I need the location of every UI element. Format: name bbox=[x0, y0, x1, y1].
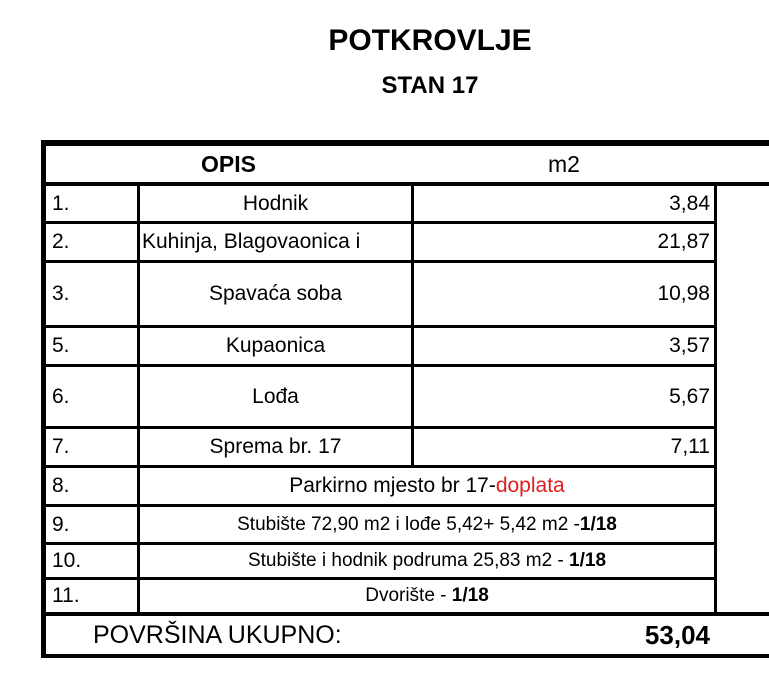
row-description: Spavaća soba bbox=[208, 282, 343, 305]
row-number: 3. bbox=[52, 282, 70, 305]
row-area: 3,57 bbox=[669, 334, 710, 357]
row-description: Kuhinja, Blagovaonica i bbox=[142, 230, 361, 253]
row-description: Hodnik bbox=[242, 191, 309, 215]
total-area: 53,04 bbox=[644, 619, 710, 650]
row-area: 3,84 bbox=[669, 191, 710, 215]
row-description: Kupaonica bbox=[225, 334, 326, 357]
row-number: 7. bbox=[52, 435, 70, 458]
basement-share: Stubište i hodnik podruma 25,83 m2 - 1/18 bbox=[247, 550, 607, 571]
table-border-bottom bbox=[41, 654, 769, 658]
row-number: 5. bbox=[52, 334, 70, 357]
row-description: Lođa bbox=[252, 384, 299, 408]
parking-description: Parkirno mjesto br 17- doplata bbox=[289, 474, 565, 497]
total-label: POVRŠINA UKUPNO: bbox=[93, 620, 342, 649]
staircase-share: Stubište 72,90 m2 i lođe 5,42+ 5,42 m2 - 1/18 bbox=[237, 513, 617, 535]
row-number: 10. bbox=[52, 549, 82, 572]
page-title: POTKROVLJE bbox=[328, 24, 532, 57]
header-opis: OPIS bbox=[201, 150, 256, 177]
row-area: 21,87 bbox=[657, 230, 710, 253]
area-table bbox=[41, 140, 769, 658]
row-number: 8. bbox=[52, 474, 70, 497]
extra-charge-note: doplata bbox=[495, 474, 565, 497]
row-number: 1. bbox=[52, 191, 70, 215]
row-description: Sprema br. 17 bbox=[209, 435, 342, 458]
row-number: 6. bbox=[52, 384, 70, 408]
col-divider bbox=[411, 426, 414, 467]
yard-share: Dvorište - 1/18 bbox=[365, 585, 489, 606]
row-area: 7,11 bbox=[670, 435, 710, 458]
col-divider bbox=[714, 184, 717, 614]
row-area: 5,67 bbox=[669, 384, 710, 408]
row-number: 11. bbox=[52, 584, 80, 607]
apartment-subtitle: STAN 17 bbox=[381, 72, 479, 99]
header-m2: m2 bbox=[548, 150, 580, 177]
row-number: 2. bbox=[52, 230, 70, 253]
row-number: 9. bbox=[52, 512, 70, 536]
row-area: 10,98 bbox=[657, 282, 710, 305]
